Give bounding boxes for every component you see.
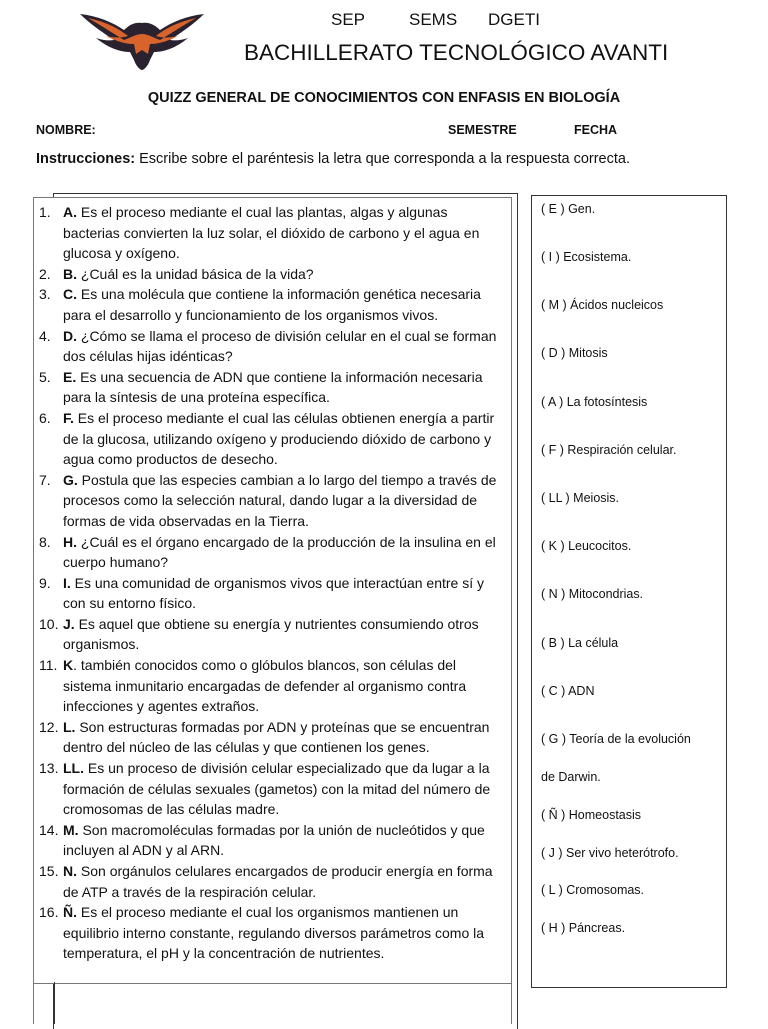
question-letter: LL.: [63, 760, 84, 777]
question-letter: D.: [63, 327, 77, 344]
question-letter: G.: [63, 471, 78, 488]
answer-item: ( I ) Ecosistema.: [541, 250, 632, 264]
question-item: [34, 284, 511, 325]
question-number: 6.: [39, 409, 51, 426]
question-number: 7.: [39, 471, 51, 488]
nombre-label: NOMBRE:: [36, 123, 96, 137]
question-number: 9.: [39, 574, 51, 591]
question-letter: Ñ.: [63, 904, 77, 921]
answer-item: ( J ) Ser vivo heterótrofo.: [541, 846, 679, 860]
answer-item: ( G ) Teoría de la evolución: [541, 732, 691, 746]
question-text: Son macromoléculas formadas por la unión de nucleótidos y que incluyen al ADN y al ARN.: [63, 821, 485, 859]
question-item: [34, 655, 511, 717]
question-number: 3.: [39, 286, 51, 303]
instructions: [36, 151, 630, 167]
question-text: Postula que las especies cambian a lo largo del tiempo a través de procesos como la selección natural, dando lugar a la diversidad de formas de vida observadas en la Tierra.: [63, 471, 497, 529]
answer-item: ( N ) Mitocondrias.: [541, 587, 644, 601]
question-text: Es el proceso mediante el cual las células obtienen energía a partir de la glucosa, utilizando oxígeno y produciendo dióxido de carbono y agua como productos de desecho.: [63, 409, 495, 468]
question-number: 11.: [39, 657, 58, 674]
question-letter: C.: [63, 286, 77, 303]
question-letter: A.: [63, 204, 77, 220]
question-item: [34, 758, 511, 820]
fecha-label: FECHA: [574, 123, 618, 137]
question-letter: I.: [63, 574, 71, 591]
question-number: 10.: [39, 615, 59, 632]
answers-box: [531, 195, 727, 988]
question-letter: L.: [63, 718, 76, 735]
question-number: 8.: [39, 533, 51, 550]
question-text: Son estructuras formadas por ADN y proteínas que se encuentran dentro del núcleo de las células y que contienen los genes.: [63, 718, 490, 756]
question-text: Es una molécula que contiene la información genética necesaria para el desarrollo y funcionamiento de los organismos vivos.: [63, 286, 481, 323]
answer-item: ( L ) Cromosomas.: [541, 883, 645, 897]
answer-item: ( M ) Ácidos nucleicos: [541, 298, 664, 312]
question-letter: J.: [63, 615, 75, 632]
school-name: BACHILLERATO TECNOLÓGICO AVANTI: [244, 40, 669, 65]
question-text: Es una comunidad de organismos vivos que interactúan entre sí y con su entorno físico.: [63, 574, 485, 612]
question-item: [34, 470, 511, 532]
question-text: Son orgánulos celulares encargados de producir energía en forma de ATP a través de la respiración celular.: [63, 863, 493, 900]
question-item: [34, 532, 511, 573]
question-number: 14.: [39, 821, 59, 838]
question-number: 1.: [39, 204, 51, 220]
instructions-text: Escribe sobre el paréntesis la letra que corresponda a la respuesta correcta.: [135, 151, 630, 167]
question-item: [34, 820, 511, 861]
question-letter: E.: [63, 368, 77, 385]
question-letter: F.: [63, 409, 74, 426]
question-number: 13.: [39, 760, 59, 777]
answer-item: ( Ñ ) Homeostasis: [541, 808, 642, 822]
question-item: [34, 326, 511, 367]
answer-item: ( F ) Respiración celular.: [541, 443, 677, 457]
question-letter: M.: [63, 821, 79, 838]
answer-item: ( K ) Leucocitos.: [541, 539, 632, 553]
question-text: Es el proceso mediante el cual los organismos mantienen un equilibrio interno constante, regulando diversos parámetros como la temperatura, el pH y la concentración de nutrientes.: [63, 904, 485, 962]
question-number: 16.: [39, 904, 59, 921]
question-item: [34, 573, 511, 614]
question-letter: K: [63, 657, 74, 674]
question-item: [34, 902, 511, 964]
question-number: 4.: [39, 327, 51, 344]
question-text: Es un proceso de división celular especializado que da lugar a la formación de células sexuales (gametos) con la mitad del número de cromosomas de las células madre.: [63, 760, 491, 818]
question-number: 12.: [39, 718, 59, 735]
quiz-title: QUIZZ GENERAL DE CONOCIMIENTOS CON ENFASIS EN BIOLOGÍA: [147, 90, 621, 106]
semestre-label: SEMESTRE: [448, 123, 517, 137]
answer-item: ( H ) Páncreas.: [541, 921, 626, 935]
answer-item: ( LL ) Meiosis.: [541, 491, 620, 505]
eagle-logo-icon: [78, 10, 206, 72]
question-item: [34, 202, 511, 264]
question-item: [34, 408, 511, 470]
questions-box-footer: [33, 982, 512, 1024]
question-text: Es aquel que obtiene su energía y nutrientes consumiendo otros organismos.: [63, 615, 479, 653]
answer-item: ( E ) Gen.: [541, 202, 596, 216]
question-item: [34, 861, 511, 902]
question-number: 15.: [39, 863, 59, 879]
question-item: [34, 717, 511, 758]
answer-item: de Darwin.: [541, 770, 601, 784]
question-text: . también conocidos como o glóbulos blancos, son células del sistema inmunitario encargadas de defender al organismo contra infecciones y agentes extraños.: [63, 657, 467, 715]
answer-item: ( B ) La célula: [541, 636, 619, 650]
question-text: Es el proceso mediante el cual las plantas, algas y algunas bacterias convierten la luz solar, el dióxido de carbono y el agua en glucosa y oxígeno.: [63, 204, 480, 262]
answer-item: ( D ) Mitosis: [541, 346, 608, 360]
agency-sep: SEP: [331, 10, 366, 29]
instructions-label: Instrucciones:: [36, 151, 136, 167]
agency-dgeti: DGETI: [488, 10, 540, 29]
question-item: [34, 614, 511, 655]
question-letter: B.: [63, 265, 77, 282]
question-list: [34, 198, 511, 964]
question-text: ¿Cómo se llama el proceso de división celular en el cual se forman dos células hijas idénticas?: [63, 327, 497, 365]
answer-item: ( C ) ADN: [541, 684, 595, 698]
questions-box: [33, 197, 512, 984]
question-text: ¿Cuál es la unidad básica de la vida?: [77, 265, 314, 282]
question-number: 2.: [39, 265, 51, 282]
question-text: Es una secuencia de ADN que contiene la información necesaria para la síntesis de una proteína específica.: [63, 368, 483, 406]
question-item: [34, 264, 511, 285]
question-item: [34, 367, 511, 408]
question-letter: H.: [63, 533, 77, 550]
question-text: ¿Cuál es el órgano encargado de la producción de la insulina en el cuerpo humano?: [63, 533, 496, 571]
question-number: 5.: [39, 368, 51, 385]
answer-item: ( A ) La fotosíntesis: [541, 395, 648, 409]
question-letter: N.: [63, 863, 77, 879]
agency-sems: SEMS: [409, 10, 458, 29]
